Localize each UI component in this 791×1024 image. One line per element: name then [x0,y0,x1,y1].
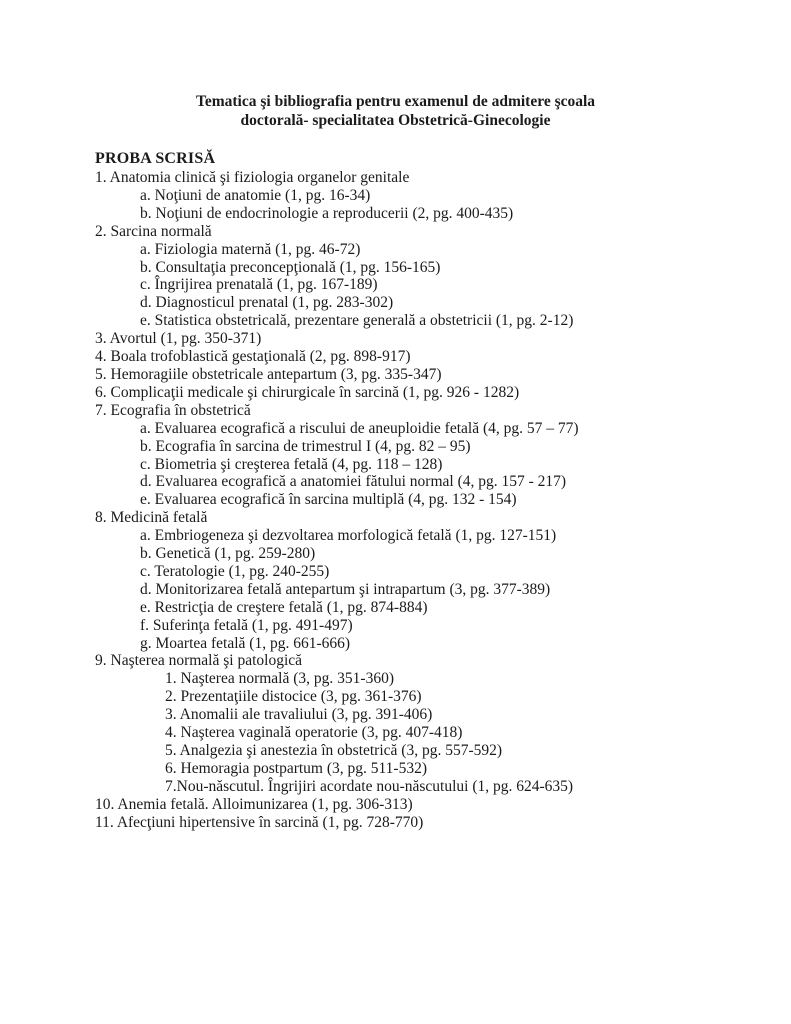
outline-line: 3. Anomalii ale travaliului (3, pg. 391-406) [165,706,433,724]
title-line-1: Tematica şi bibliografia pentru examenul de admitere şcoala [195,93,596,110]
outline-line: 2. Sarcina normală [95,222,212,240]
outline-line: 9. Naşterea normală şi patologică [95,652,303,670]
outline-line: a. Embriogeneza şi dezvoltarea morfologică fetală (1, pg. 127-151) [140,527,557,545]
title-line-2: doctorală- specialitatea Obstetrică-Ginecologie [240,112,551,129]
outline-line: c. Biometria şi creşterea fetală (4, pg. 118 – 128) [140,455,443,473]
outline-line: c. Teratologie (1, pg. 240-255) [140,562,330,580]
outline-list [95,169,721,832]
outline-line: d. Evaluarea ecografică a anatomiei fătului normal (4, pg. 157 - 217) [140,473,567,491]
outline-line: 3. Avortul (1, pg. 350-371) [95,330,262,348]
outline-line: c. Îngrijirea prenatală (1, pg. 167-189) [140,276,378,294]
outline-line: a. Evaluarea ecografică a riscului de aneuploidie fetală (4, pg. 57 – 77) [140,419,579,437]
document-title [70,92,721,130]
section-heading: PROBA SCRISĂ [95,150,216,167]
outline-line: b. Ecografia în sarcina de trimestrul I (4, pg. 82 – 95) [140,437,471,455]
outline-line: 1. Anatomia clinică şi fiziologia organelor genitale [95,169,410,186]
outline-line: b. Consultaţia preconcepţională (1, pg. 156-165) [140,258,441,276]
outline-line: 2. Prezentaţiile distocice (3, pg. 361-376) [165,688,422,706]
outline-line: 7.Nou-născutul. Îngrijiri acordate nou-născutului (1, pg. 624-635) [165,777,574,795]
outline-line: e. Restricţia de creştere fetală (1, pg. 874-884) [140,598,428,616]
outline-line: 4. Naşterea vaginală operatorie (3, pg. 407-418) [165,724,463,742]
outline-line: d. Diagnosticul prenatal (1, pg. 283-302) [140,294,394,312]
outline-line: 7. Ecografia în obstetrică [95,401,251,419]
outline-line: 8. Medicină fetală [95,509,208,527]
outline-line: e. Evaluarea ecografică în sarcina multiplă (4, pg. 132 - 154) [140,491,517,509]
outline-line: a. Fiziologia maternă (1, pg. 46-72) [140,240,361,258]
outline-line: 5. Hemoragiile obstetricale antepartum (3, pg. 335-347) [95,365,442,383]
outline-line: b. Genetică (1, pg. 259-280) [140,545,316,563]
outline-line: d. Monitorizarea fetală antepartum şi intrapartum (3, pg. 377-389) [140,580,551,598]
outline-line: 5. Analgezia şi anestezia în obstetrică (3, pg. 557-592) [165,742,503,759]
outline-line: b. Noţiuni de endocrinologie a reproducerii (2, pg. 400-435) [140,204,514,222]
outline-line: a. Noţiuni de anatomie (1, pg. 16-34) [140,186,371,204]
outline-line: 4. Boala trofoblastică gestaţională (2, pg. 898-917) [95,348,411,366]
outline-line: 1. Naşterea normală (3, pg. 351-360) [165,670,394,688]
outline-line: g. Moartea fetală (1, pg. 661-666) [140,634,351,652]
outline-line: 6. Complicaţii medicale şi chirurgicale în sarcină (1, pg. 926 - 1282) [95,383,520,401]
outline-line: e. Statistica obstetricală, prezentare generală a obstetricii (1, pg. 2-12) [140,312,574,330]
outline-line: 11. Afecţiuni hipertensive în sarcină (1, pg. 728-770) [95,813,424,831]
outline-line: f. Suferinţa fetală (1, pg. 491-497) [140,616,353,634]
outline-line: 6. Hemoragia postpartum (3, pg. 511-532) [165,759,428,777]
outline-line: 10. Anemia fetală. Alloimunizarea (1, pg. 306-313) [95,795,413,813]
